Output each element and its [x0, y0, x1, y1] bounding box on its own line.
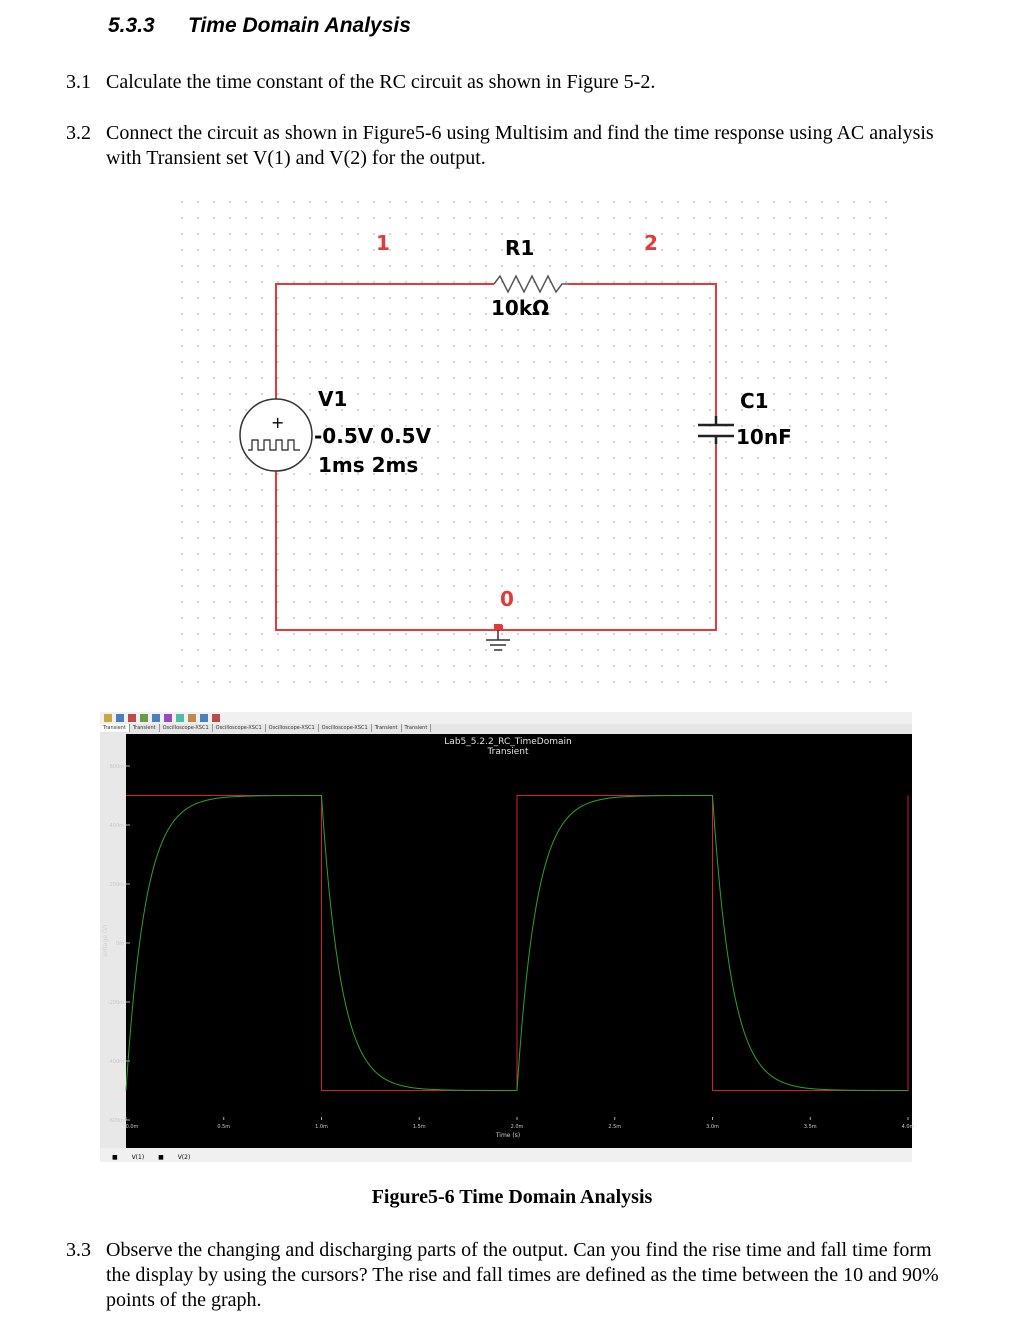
grapher-toolbar	[100, 712, 912, 724]
node-0-label: 0	[500, 587, 514, 611]
legend-v1-label: V(1)	[131, 1154, 145, 1161]
y-tick-label: 0m	[115, 941, 124, 947]
y-tick-label: -600m	[107, 1118, 124, 1124]
item-text-line: Observe the changing and discharging parts of the output. Can you find the rise time and fall time form	[106, 1239, 932, 1261]
x-tick-label: 4.0m	[901, 1124, 915, 1130]
x-tick-label: 0.5m	[217, 1124, 231, 1130]
grapher-legend	[100, 1148, 912, 1162]
cursor-icon[interactable]	[176, 714, 184, 722]
section-heading	[108, 14, 411, 38]
item-3-1	[66, 70, 966, 95]
item-number: 3.2	[66, 122, 91, 144]
y-tick-label: -200m	[107, 1000, 124, 1006]
c1-name: C1	[740, 389, 769, 413]
item-number: 3.3	[66, 1239, 91, 1261]
transient-chart	[100, 734, 915, 1148]
item-3-2	[66, 121, 966, 171]
chart-title: Lab5_5.2.2_RC_TimeDomain	[444, 737, 572, 747]
zoom-out-icon[interactable]	[200, 714, 208, 722]
x-tick-label: 2.5m	[608, 1124, 622, 1130]
y-tick-label: 200m	[109, 882, 124, 888]
x-tick-label: 1.0m	[315, 1124, 328, 1130]
toolbar-icons	[100, 712, 400, 724]
grapher-tabs	[100, 724, 912, 734]
node-2-label: 2	[644, 231, 658, 255]
voltage-source-v1	[240, 399, 312, 471]
item-text-line: points of the graph.	[106, 1289, 262, 1311]
v1-timing: 1ms 2ms	[318, 453, 419, 477]
tab-oscilloscope[interactable]: Oscilloscope-XSC1	[213, 724, 266, 732]
x-axis-label: Time (s)	[495, 1132, 521, 1139]
tab-oscilloscope[interactable]: Oscilloscope-XSC1	[160, 724, 213, 732]
x-tick-label: 2.0m	[510, 1124, 524, 1130]
item-text-line: the display by using the cursors? The rise and fall times are defined as the time between the 10 and 90%	[106, 1264, 939, 1286]
item-number: 3.1	[66, 71, 91, 93]
y-tick-label: -400m	[107, 1059, 124, 1065]
tab-transient[interactable]: Transient	[372, 724, 402, 732]
section-title: Time Domain Analysis	[188, 14, 411, 37]
y-axis-label: Voltage (V)	[102, 924, 109, 958]
legend-v2[interactable]: ■ V(2)	[158, 1154, 191, 1161]
y-tick-label: 600m	[109, 764, 124, 770]
circuit-schematic	[180, 200, 890, 690]
v1-plus-sign: +	[271, 413, 285, 432]
ground-connection	[494, 624, 502, 630]
section-number: 5.3.3	[108, 14, 155, 37]
copy-icon[interactable]	[140, 714, 148, 722]
y-tick-label: 400m	[109, 823, 124, 829]
tab-transient[interactable]: Transient	[130, 724, 160, 732]
c1-value: 10nF	[736, 425, 792, 449]
item-3-3	[66, 1238, 966, 1313]
legend-v2-label: V(2)	[177, 1154, 191, 1161]
tab-oscilloscope[interactable]: Oscilloscope-XSC1	[266, 724, 319, 732]
tab-transient[interactable]: Transient	[100, 724, 130, 732]
legend-v1[interactable]: ■ V(1)	[112, 1154, 145, 1161]
r1-name: R1	[505, 236, 535, 260]
item-text-line: Connect the circuit as shown in Figure5-6 using Multisim and find the time response using AC analysis	[106, 122, 934, 144]
x-tick-label: 3.5m	[803, 1124, 817, 1130]
tab-transient[interactable]: Transient	[402, 724, 432, 732]
item-text: Calculate the time constant of the RC circuit as shown in Figure 5-2.	[106, 71, 656, 93]
item-text-line: with Transient set V(1) and V(2) for the output.	[106, 147, 486, 169]
x-tick-label: 0.0m	[125, 1124, 139, 1130]
v1-levels: -0.5V 0.5V	[314, 424, 432, 448]
grapher-view	[100, 712, 915, 1162]
figure-caption: Figure5-6 Time Domain Analysis	[371, 1186, 653, 1208]
cut-icon[interactable]	[128, 714, 136, 722]
chart-subtitle: Transient	[487, 747, 529, 757]
open-icon[interactable]	[104, 714, 112, 722]
x-tick-label: 3.0m	[706, 1124, 719, 1130]
v1-name: V1	[318, 387, 348, 411]
tab-oscilloscope[interactable]: Oscilloscope-XSC1	[319, 724, 372, 732]
grid-icon[interactable]	[152, 714, 160, 722]
node-1-label: 1	[376, 231, 390, 255]
export-icon[interactable]	[212, 714, 220, 722]
save-icon[interactable]	[116, 714, 124, 722]
x-tick-label: 1.5m	[412, 1124, 426, 1130]
legend-icon[interactable]	[164, 714, 172, 722]
zoom-in-icon[interactable]	[188, 714, 196, 722]
r1-value: 10kΩ	[491, 296, 550, 320]
